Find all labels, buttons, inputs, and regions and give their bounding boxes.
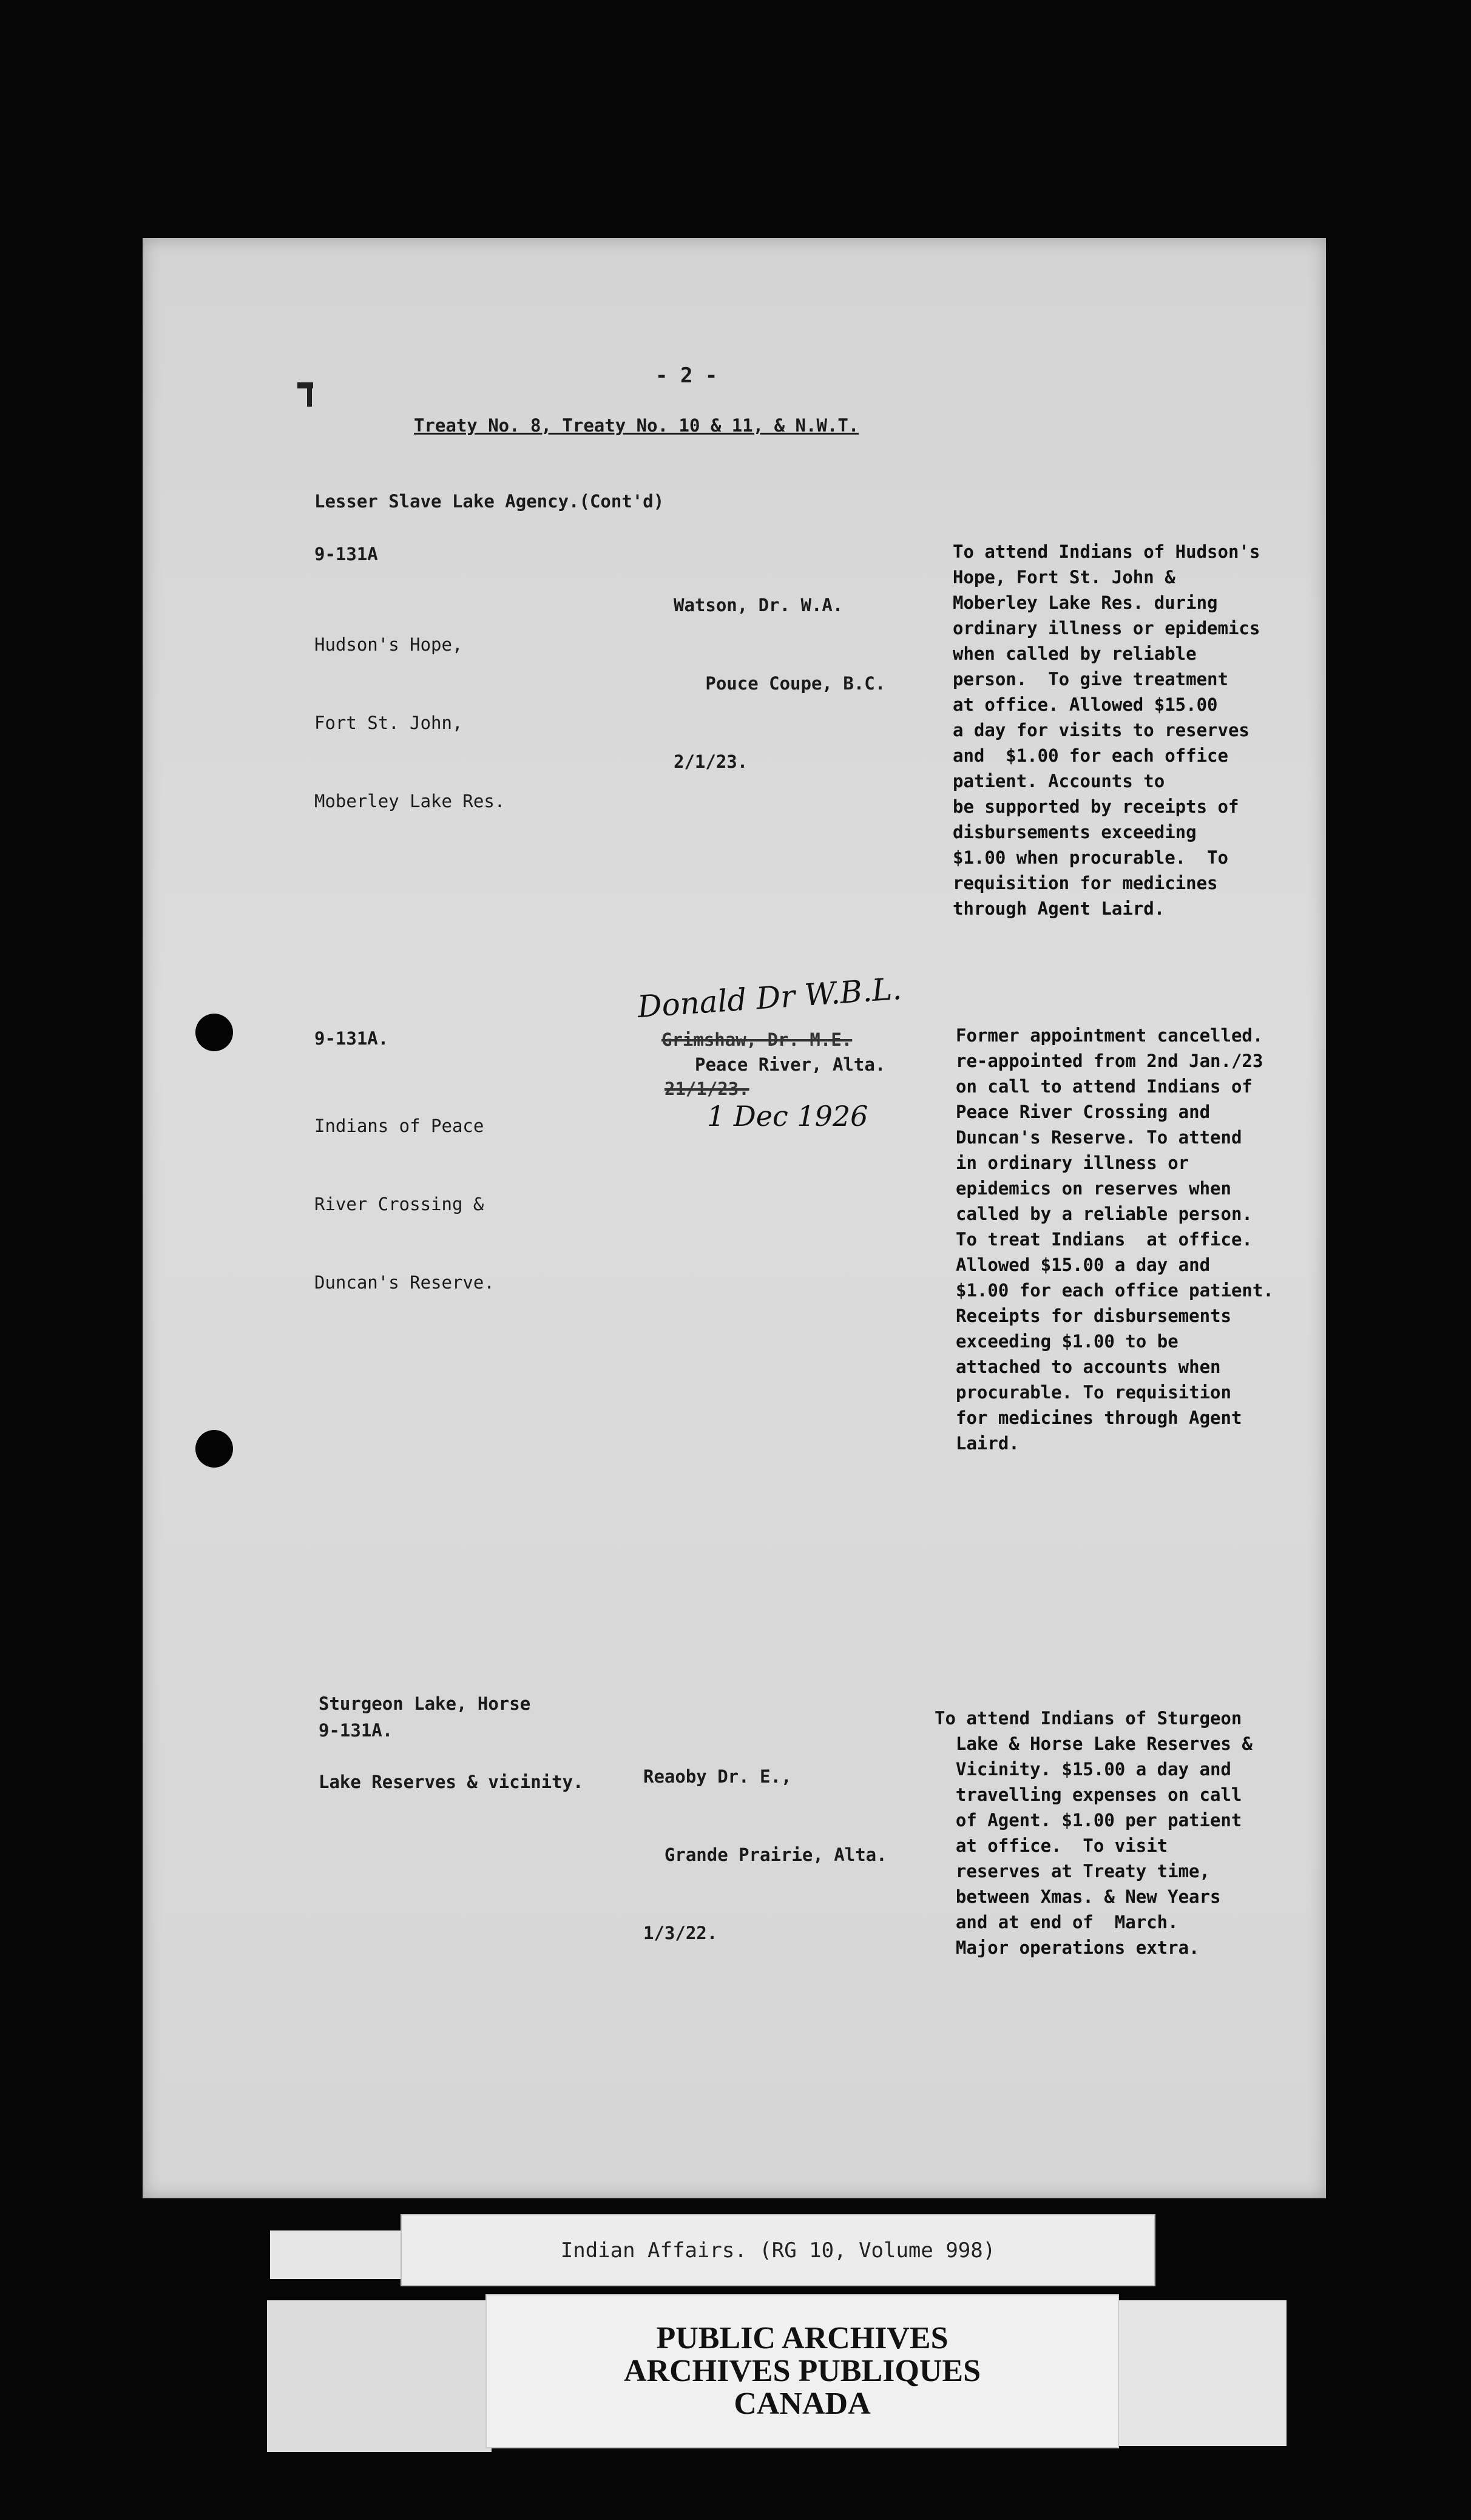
stamp-backing-right [1117, 2300, 1287, 2446]
entry-3-terms: To attend Indians of Sturgeon Lake & Horse Lake Reserves & Vicinity. $15.00 a day and travelling expenses on call of Agent. $1.00 per patient at office. To visit reserves at Treaty time, between Xmas. & New Years and at end of March. Major operations extra. [935, 1708, 1253, 1958]
entry-2-struck-physician: Grimshaw, Dr. M.E. [661, 1029, 853, 1050]
entry-2-physician-place: Peace River, Alta. [695, 1054, 886, 1075]
entry-1-file-number: 9-131A [314, 544, 378, 564]
entry-2-handwritten-date: 1 Dec 1926 [707, 1100, 868, 1133]
entry-2-struck-date: 21/1/23. [664, 1079, 749, 1099]
archive-stamp-line-2: ARCHIVES PUBLIQUES [623, 2354, 981, 2388]
entry-2-terms: Former appointment cancelled. re-appointed from 2nd Jan./23 on call to attend Indians of Peace River Crossing and Duncan's Reserve. To attend in ordinary illness or epidemics on reserves when called by a reliable person. To treat Indians at office. Allowed $15.00 a day and $1.00 for each office patient. Receipts for disbursements exceeding $1.00 to be attached to accounts when procurable. To requisition for medicines through Agent Laird. [956, 1025, 1274, 1454]
punch-hole-top [195, 1014, 233, 1051]
punch-hole-bottom [195, 1430, 233, 1468]
entry-1-location: Hudson's Hope, Fort St. John, Moberley Lake Res. [314, 634, 506, 811]
archive-reference-label [401, 2214, 1155, 2286]
entry-2-handwritten-physician: Donald Dr W.B.L. [636, 970, 903, 1025]
agency-heading: Lesser Slave Lake Agency.(Cont'd) [314, 491, 664, 512]
entry-3-location-heading: Sturgeon Lake, Horse Lake Reserves & vicinity. [319, 1693, 584, 1792]
archive-stamp-line-3: CANADA [734, 2386, 871, 2421]
entry-3-file-number: 9-131A. [319, 1720, 393, 1741]
document-heading: Treaty No. 8, Treaty No. 10 & 11, & N.W.T. [414, 415, 859, 436]
archive-reference-text: Indian Affairs. (RG 10, Volume 998) [560, 2238, 996, 2263]
stamp-backing-left [267, 2300, 492, 2452]
label-backing-strip [270, 2230, 401, 2279]
corner-mark [307, 382, 312, 407]
entry-1-physician: Watson, Dr. W.A. Pouce Coupe, B.C. 2/1/23. [674, 595, 886, 772]
page-number: - 2 - [655, 364, 718, 388]
entry-1-terms: To attend Indians of Hudson's Hope, Fort St. John & Moberley Lake Res. during ordinary illness or epidemics when called by reliable person. To give treatment at office. Allowed $15.00 a day for visits to reserves and $1.00 for each office patient. Accounts to be supported by receipts of disbursements exceeding $1.00 when procurable. To requisition for medicines through Agent Laird. [953, 541, 1260, 919]
entry-3-physician: Reaoby Dr. E., Grande Prairie, Alta. 1/3/22. [643, 1766, 887, 1943]
entry-2-location: Indians of Peace River Crossing & Duncan's Reserve. [314, 1116, 495, 1293]
entry-2-file-number: 9-131A. [314, 1028, 389, 1049]
archive-stamp [485, 2294, 1119, 2448]
archive-stamp-line-1: PUBLIC ARCHIVES [656, 2321, 949, 2356]
